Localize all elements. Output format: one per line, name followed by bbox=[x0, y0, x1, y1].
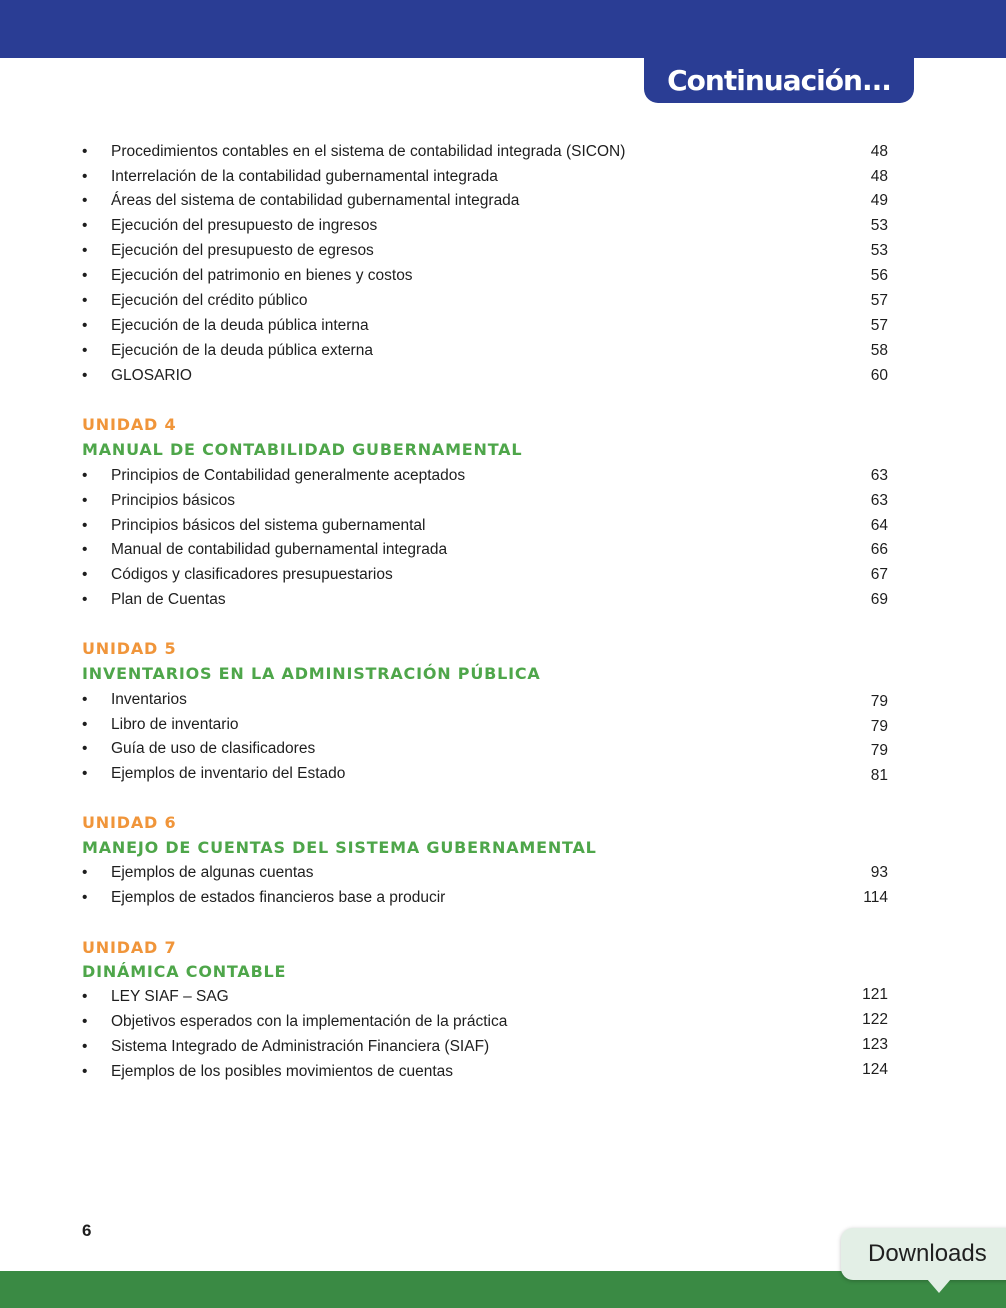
bullet-icon: • bbox=[82, 591, 88, 608]
toc-item bbox=[82, 465, 888, 487]
toc-item bbox=[82, 290, 888, 312]
toc-item-page: 122 bbox=[862, 1011, 888, 1028]
toc-item-page: 49 bbox=[870, 192, 888, 209]
toc-item bbox=[82, 265, 888, 287]
toc-item-page: 56 bbox=[870, 267, 888, 284]
bullet-icon: • bbox=[82, 342, 88, 359]
toc-item-page: 69 bbox=[870, 591, 888, 608]
toc-item bbox=[82, 564, 888, 586]
bullet-icon: • bbox=[82, 467, 88, 484]
bullet-icon: • bbox=[82, 168, 88, 185]
header-bar bbox=[0, 0, 1006, 58]
unit-number-heading: UNIDAD 6 bbox=[82, 813, 177, 832]
toc-item-label: Plan de Cuentas bbox=[111, 591, 226, 608]
unit-title-heading: MANEJO DE CUENTAS DEL SISTEMA GUBERNAMENTAL bbox=[82, 838, 597, 857]
toc-item-page: 121 bbox=[862, 986, 888, 1003]
toc-item bbox=[82, 190, 888, 212]
toc-item-page: 57 bbox=[870, 292, 888, 309]
toc-item-page: 123 bbox=[862, 1036, 888, 1053]
toc-item-label: Principios básicos bbox=[111, 492, 236, 509]
toc-item-page: 48 bbox=[870, 168, 888, 185]
toc-item-page: 53 bbox=[870, 242, 888, 259]
toc-item bbox=[82, 340, 888, 362]
toc-item bbox=[82, 539, 888, 561]
toc-item-label: Ejemplos de algunas cuentas bbox=[111, 864, 314, 881]
toc-item-page: 63 bbox=[870, 492, 888, 509]
toc-item-label: Ejecución de la deuda pública externa bbox=[111, 342, 373, 359]
bullet-icon: • bbox=[82, 242, 88, 259]
toc-item-label: Libro de inventario bbox=[111, 716, 239, 733]
continuation-label: Continuación... bbox=[667, 64, 891, 97]
toc-item-label: Ejecución del crédito público bbox=[111, 292, 308, 309]
toc-item bbox=[82, 689, 888, 711]
toc-item-page: 124 bbox=[862, 1061, 888, 1078]
bullet-icon: • bbox=[82, 1063, 88, 1080]
toc-item bbox=[82, 589, 888, 611]
unit-title-heading: DINÁMICA CONTABLE bbox=[82, 962, 287, 981]
toc-item bbox=[82, 515, 888, 537]
bullet-icon: • bbox=[82, 267, 88, 284]
toc-item-label: Ejecución del presupuesto de ingresos bbox=[111, 217, 378, 234]
toc-item-page: 64 bbox=[870, 517, 888, 534]
toc-item-label: Códigos y clasificadores presupuestarios bbox=[111, 566, 393, 583]
toc-item bbox=[82, 1061, 888, 1083]
toc-item-page: 48 bbox=[870, 143, 888, 160]
toc-item-page: 79 bbox=[870, 718, 888, 735]
toc-item-label: Ejecución del patrimonio en bienes y costos bbox=[111, 267, 413, 284]
toc-item-label: Áreas del sistema de contabilidad gubernamental integrada bbox=[111, 192, 520, 209]
continuation-tab bbox=[644, 56, 914, 103]
bullet-icon: • bbox=[82, 217, 88, 234]
unit-number-heading: UNIDAD 5 bbox=[82, 639, 177, 658]
bullet-icon: • bbox=[82, 143, 88, 160]
toc-item-label: LEY SIAF – SAG bbox=[111, 988, 229, 1005]
toc-item bbox=[82, 365, 888, 387]
bullet-icon: • bbox=[82, 192, 88, 209]
bullet-icon: • bbox=[82, 566, 88, 583]
page-number: 6 bbox=[82, 1221, 92, 1240]
toc-item-label: Principios básicos del sistema gubernamental bbox=[111, 517, 426, 534]
toc-item bbox=[82, 240, 888, 262]
toc-item-label: Objetivos esperados con la implementación de la práctica bbox=[111, 1013, 508, 1030]
toc-item-label: Ejecución de la deuda pública interna bbox=[111, 317, 369, 334]
toc-item bbox=[82, 490, 888, 512]
bullet-icon: • bbox=[82, 864, 88, 881]
toc-item-label: Ejemplos de estados financieros base a producir bbox=[111, 889, 446, 906]
toc-item-page: 66 bbox=[870, 541, 888, 558]
downloads-label: Downloads bbox=[868, 1240, 987, 1267]
unit-number-heading: UNIDAD 4 bbox=[82, 415, 177, 434]
bullet-icon: • bbox=[82, 765, 88, 782]
toc-item-label: Procedimientos contables en el sistema de contabilidad integrada (SICON) bbox=[111, 143, 626, 160]
toc-item-label: Guía de uso de clasificadores bbox=[111, 740, 316, 757]
bullet-icon: • bbox=[82, 988, 88, 1005]
bullet-icon: • bbox=[82, 691, 88, 708]
toc-item bbox=[82, 862, 888, 884]
unit-number-heading: UNIDAD 7 bbox=[82, 938, 177, 957]
bullet-icon: • bbox=[82, 541, 88, 558]
toc-item-label: Ejemplos de inventario del Estado bbox=[111, 765, 346, 782]
unit-title-heading: INVENTARIOS EN LA ADMINISTRACIÓN PÚBLICA bbox=[82, 664, 541, 683]
toc-item-page: 79 bbox=[870, 693, 888, 710]
toc-item-label: Manual de contabilidad gubernamental integrada bbox=[111, 541, 448, 558]
toc-item-page: 58 bbox=[870, 342, 888, 359]
toc-item bbox=[82, 166, 888, 188]
toc-item-page: 81 bbox=[870, 767, 888, 784]
toc-item bbox=[82, 986, 888, 1008]
toc-item bbox=[82, 714, 888, 736]
downloads-pointer-icon bbox=[927, 1279, 951, 1293]
toc-item-label: GLOSARIO bbox=[111, 367, 192, 384]
toc-item-label: Interrelación de la contabilidad gubernamental integrada bbox=[111, 168, 498, 185]
bullet-icon: • bbox=[82, 367, 88, 384]
bullet-icon: • bbox=[82, 317, 88, 334]
bullet-icon: • bbox=[82, 1013, 88, 1030]
toc-item-page: 93 bbox=[870, 864, 888, 881]
toc-item-page: 67 bbox=[870, 566, 888, 583]
toc-item-label: Ejemplos de los posibles movimientos de cuentas bbox=[111, 1063, 454, 1080]
bullet-icon: • bbox=[82, 740, 88, 757]
toc-item-page: 114 bbox=[863, 889, 888, 906]
toc-item-page: 53 bbox=[870, 217, 888, 234]
toc-item-label: Sistema Integrado de Administración Financiera (SIAF) bbox=[111, 1038, 490, 1055]
toc-item bbox=[82, 141, 888, 163]
toc-item-page: 60 bbox=[870, 367, 888, 384]
bullet-icon: • bbox=[82, 292, 88, 309]
unit-title-heading: MANUAL DE CONTABILIDAD GUBERNAMENTAL bbox=[82, 440, 523, 459]
toc-item-page: 79 bbox=[870, 742, 888, 759]
bullet-icon: • bbox=[82, 716, 88, 733]
bullet-icon: • bbox=[82, 1038, 88, 1055]
toc-item bbox=[82, 215, 888, 237]
toc-item bbox=[82, 887, 888, 909]
bullet-icon: • bbox=[82, 517, 88, 534]
toc-item bbox=[82, 738, 888, 760]
toc-item-label: Ejecución del presupuesto de egresos bbox=[111, 242, 374, 259]
toc-item-page: 63 bbox=[870, 467, 888, 484]
toc-item bbox=[82, 1036, 888, 1058]
bullet-icon: • bbox=[82, 889, 88, 906]
toc-item-label: Inventarios bbox=[111, 691, 187, 708]
toc-item bbox=[82, 763, 888, 785]
toc-item bbox=[82, 315, 888, 337]
toc-item-label: Principios de Contabilidad generalmente aceptados bbox=[111, 467, 466, 484]
bullet-icon: • bbox=[82, 492, 88, 509]
toc-item-page: 57 bbox=[870, 317, 888, 334]
toc-item bbox=[82, 1011, 888, 1033]
downloads-button[interactable] bbox=[841, 1228, 1006, 1280]
